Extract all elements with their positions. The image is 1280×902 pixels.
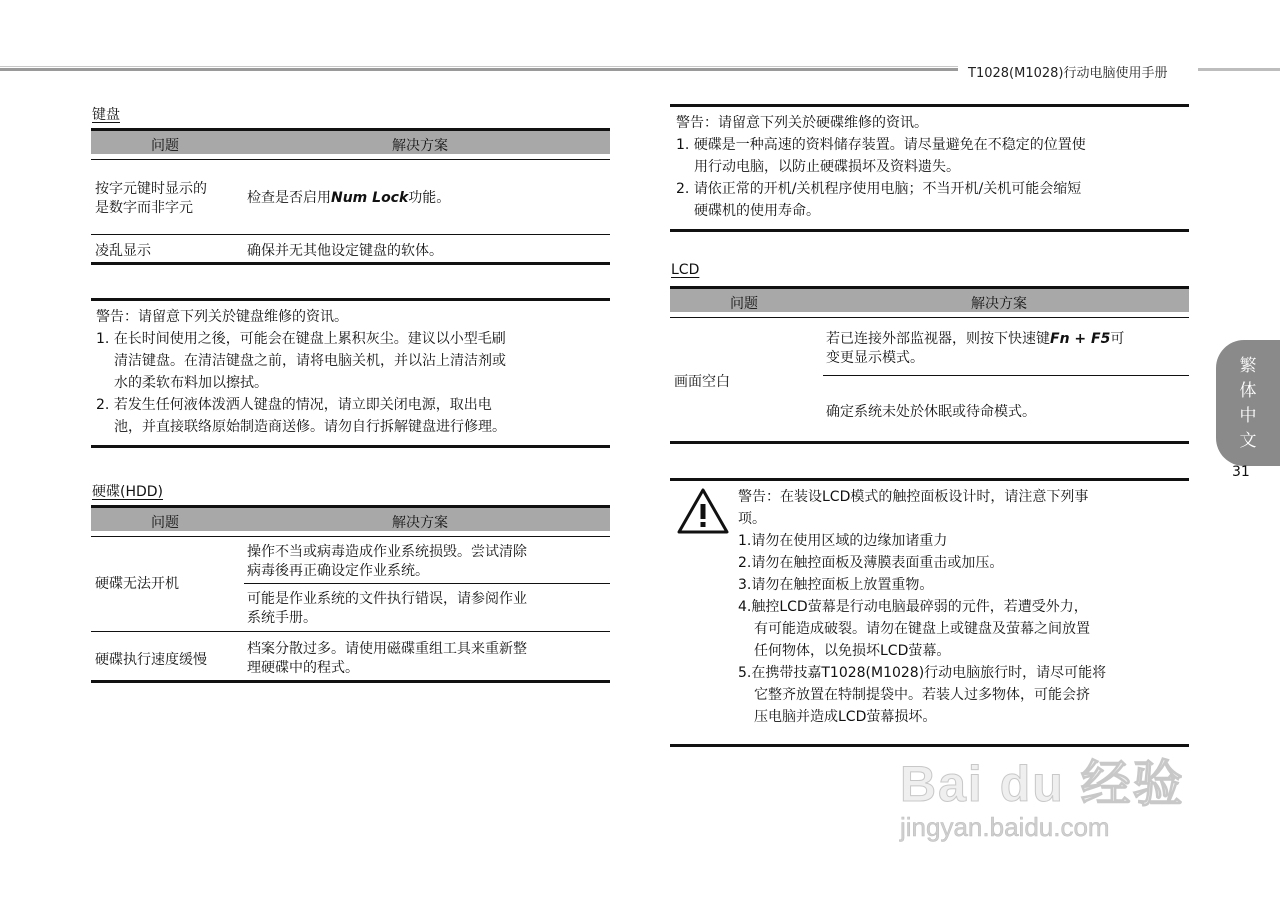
- table-header: [91, 128, 610, 154]
- list-item: 2.请勿在触控面板及薄膜表面重击或加压。: [738, 555, 1004, 571]
- manual-title: T1028(M1028)行动电脑使用手册: [968, 66, 1168, 81]
- list-item: 3.请勿在触控面板上放置重物。: [738, 577, 934, 593]
- table-bottom-rule: [91, 680, 610, 683]
- hdd-warning: 警告：请留意下列关於硬碟维修的资讯。 1. 硬碟是一种高速的资料储存装置。请尽量避免在不稳定的位置使 用行动电脑，以防止硬碟损坏及资料遗失。 2. 请依正常的开机/关机程序使用电脑；不当开机/关机可能会缩短 硬碟机的使用寿命。: [676, 112, 1191, 222]
- row-divider: [244, 583, 610, 584]
- lcd-table: [670, 286, 1189, 448]
- table-header: [91, 505, 610, 531]
- col-solution-header: 解决方案: [392, 515, 448, 531]
- warning-lead: 警告：在装设LCD模式的触控面板设计时，请注意下列事: [738, 489, 1089, 505]
- warning-bottom-rule: [670, 229, 1189, 232]
- table-row-solution: 操作不当或病毒造成作业系统损毁。尝试清除 病毒後再正确设定作业系统。: [247, 544, 527, 579]
- table-bottom-rule: [670, 441, 1189, 444]
- warning-bottom-rule: [91, 445, 610, 448]
- col-problem-header: 问题: [151, 515, 179, 531]
- col-solution-header: 解决方案: [971, 296, 1027, 312]
- table-row-solution: 确定系统未处於休眠或待命模式。: [826, 404, 1036, 420]
- table-row-problem: 画面空白: [674, 374, 730, 390]
- list-item: 5.在携带技嘉T1028(M1028)行动电脑旅行时，请尽可能将: [738, 665, 1107, 681]
- table-row-problem: 按字元键时显示的 是数字而非字元: [95, 181, 207, 216]
- warning-top-rule: [670, 104, 1189, 107]
- header-rule: [0, 66, 958, 71]
- divider: [91, 159, 610, 160]
- divider: [91, 536, 610, 537]
- header-rule-right: [1198, 68, 1280, 71]
- warning-lead: 警告：请留意下列关於键盘维修的资讯。: [96, 309, 348, 325]
- hdd-table: [91, 505, 610, 687]
- warning-lead: 警告：请留意下列关於硬碟维修的资讯。: [676, 115, 928, 131]
- table-row-solution: 若已连接外部监视器，则按下快速键Fn + F5可 变更显示模式。: [826, 331, 1125, 366]
- lcd-section-title: LCD: [671, 262, 700, 278]
- table-row-solution: 检查是否启用Num Lock功能。: [247, 190, 451, 206]
- language-tab: 繁 体 中 文: [1216, 340, 1280, 466]
- table-bottom-rule: [91, 262, 610, 265]
- table-row-solution: 可能是作业系统的文件执行错误，请参阅作业 系统手册。: [247, 591, 527, 626]
- list-item: 1. 硬碟是一种高速的资料储存装置。请尽量避免在不稳定的位置使: [676, 137, 1086, 153]
- keyboard-table: [91, 128, 610, 268]
- col-problem-header: 问题: [730, 296, 758, 312]
- lcd-warning: 警告：在装设LCD模式的触控面板设计时，请注意下列事 项。 1.请勿在使用区域的边缘加诸重力 2.请勿在触控面板及薄膜表面重击或加压。 3.请勿在触控面板上放置重物。 4.触控LCD萤幕是行动电脑最碎弱的元件，若遭受外力， 有可能造成破裂。请勿在键盘上或键盘及萤幕之间放置 任何物体，以免损坏LCD萤幕。 5.在携带技嘉T1028(M1028)行动电脑旅行时，请尽可能将 它整齐放置在特制提袋中。若装人过多物体，可能会挤 压电脑并造成LCD萤幕损坏。: [738, 486, 1190, 728]
- baidu-watermark: Bai du 经验 jingyan.baidu.com: [900, 756, 1185, 842]
- list-item: 4.触控LCD萤幕是行动电脑最碎弱的元件，若遭受外力，: [738, 599, 1088, 615]
- keyboard-warning: 警告：请留意下列关於键盘维修的资讯。 1. 在长时间使用之後，可能会在键盘上累积灰尘。建议以小型毛刷 清洁键盘。在清洁键盘之前，请将电脑关机，并以沾上清洁剂或 水的柔软布料加以擦拭。 2. 若发生任何液体泼洒人键盘的情况，请立即关闭电源，取出电 池，并直接联络原始制造商送修。请勿自行拆解键盘进行修理。: [96, 306, 611, 438]
- row-divider: [823, 375, 1189, 376]
- warning-top-rule: [670, 478, 1189, 481]
- hdd-section-title: 硬碟(HDD): [92, 484, 164, 500]
- table-row-problem: 凌乱显示: [95, 243, 151, 259]
- table-header: [670, 286, 1189, 312]
- list-item: 2. 若发生任何液体泼洒人键盘的情况，请立即关闭电源，取出电: [96, 397, 492, 413]
- row-divider: [91, 631, 610, 632]
- row-divider: [91, 234, 610, 235]
- table-row-solution: 档案分散过多。请使用磁碟重组工具来重新整 理硬碟中的程式。: [247, 641, 527, 676]
- col-solution-header: 解决方案: [392, 138, 448, 154]
- page-number: 31: [1232, 464, 1250, 480]
- warning-top-rule: [91, 298, 610, 301]
- table-row-problem: 硬碟无法开机: [95, 576, 179, 592]
- col-problem-header: 问题: [151, 138, 179, 154]
- list-item: 1.请勿在使用区域的边缘加诸重力: [738, 533, 948, 549]
- divider: [670, 317, 1189, 318]
- table-row-problem: 硬碟执行速度缓慢: [95, 652, 207, 668]
- list-item: 2. 请依正常的开机/关机程序使用电脑；不当开机/关机可能会缩短: [676, 181, 1082, 197]
- warning-triangle-icon: [676, 487, 730, 535]
- keyboard-section-title: 键盘: [92, 107, 120, 123]
- table-row-solution: 确保并无其他设定键盘的软体。: [247, 243, 443, 259]
- list-item: 1. 在长时间使用之後，可能会在键盘上累积灰尘。建议以小型毛刷: [96, 331, 506, 347]
